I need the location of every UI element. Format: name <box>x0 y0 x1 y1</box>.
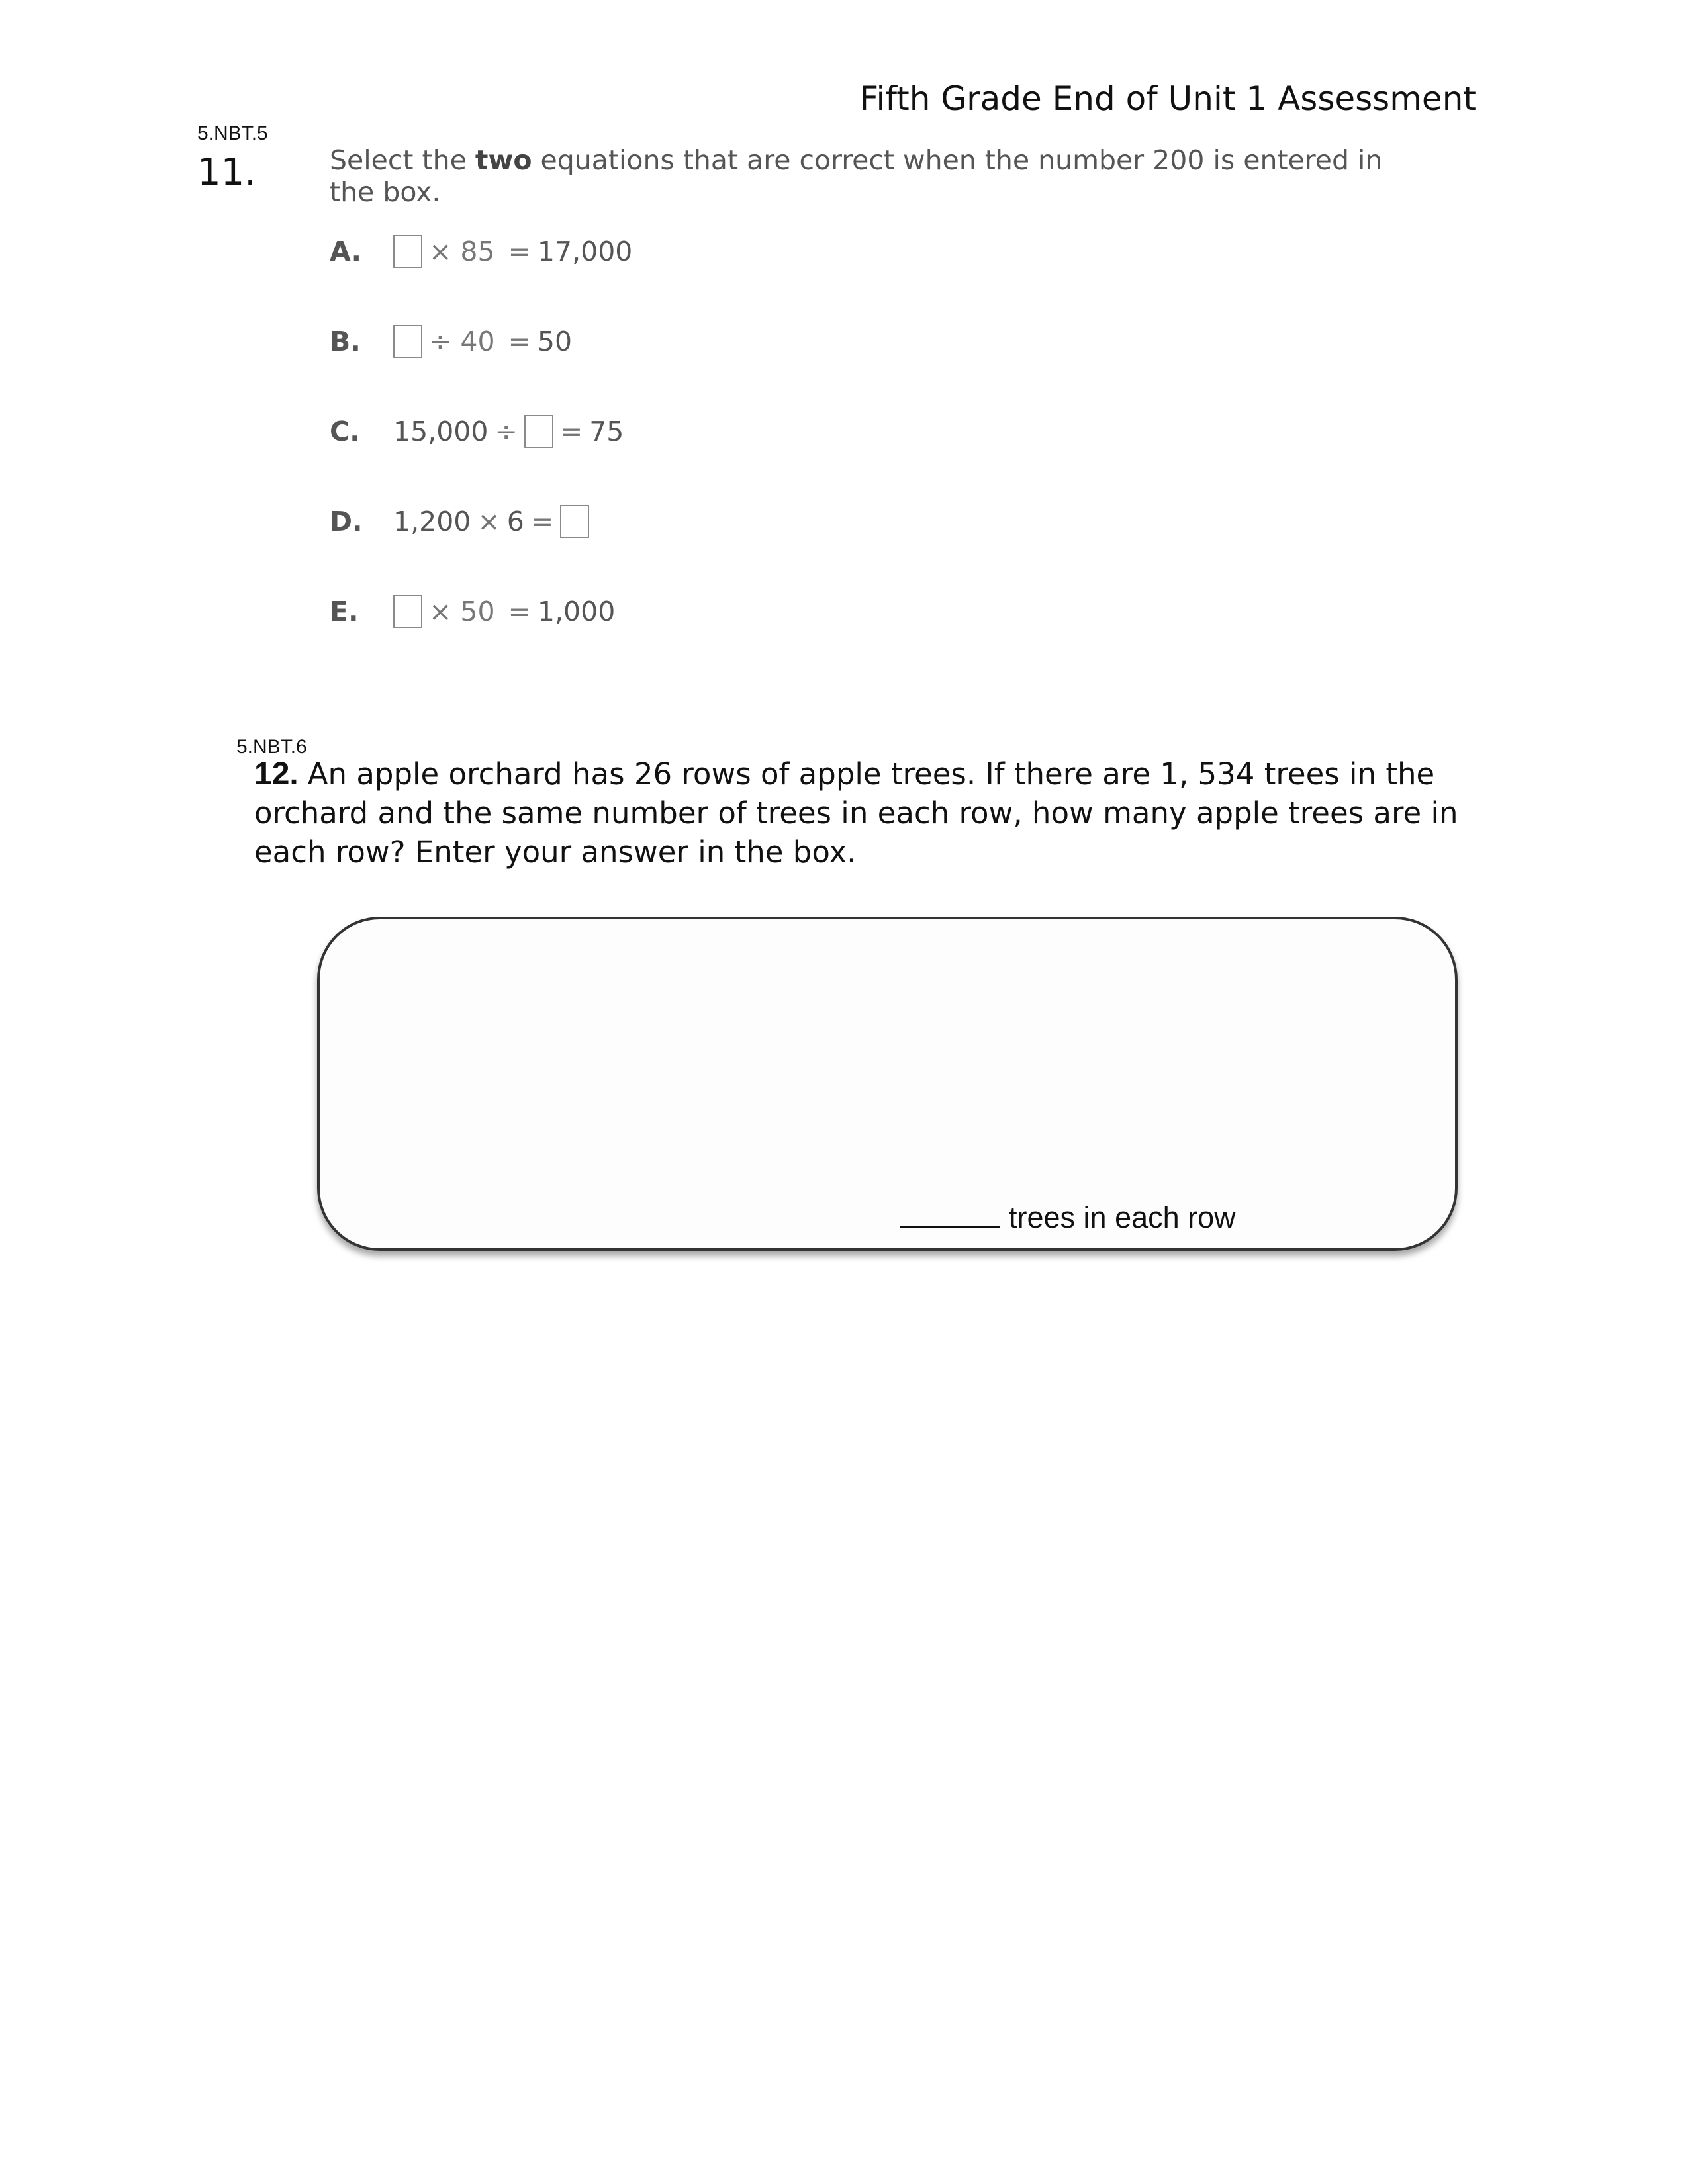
question-12-number: 12. <box>254 756 299 792</box>
result-value: 17,000 <box>537 236 633 267</box>
prompt-emphasis: two <box>475 144 532 176</box>
factor-value: 6 <box>506 506 524 537</box>
equals-sign: = <box>508 236 531 267</box>
question-12-prompt <box>254 754 1485 872</box>
prompt-text-end: equations that are correct when the number 200 is entered in the box. <box>330 144 1383 208</box>
answer-blank-box <box>524 415 553 448</box>
operator-sign: ÷ <box>494 416 518 447</box>
option-letter: E. <box>330 596 359 627</box>
question-11-number: 11. <box>197 151 257 194</box>
answer-blank-box <box>393 325 422 358</box>
equals-sign: = <box>508 326 531 357</box>
answer-blank-box <box>393 235 422 268</box>
answer-blank-box <box>393 595 422 628</box>
result-value: 1,000 <box>537 596 616 627</box>
answer-unit-label: trees in each row <box>1009 1201 1236 1234</box>
question-11-prompt <box>330 144 1415 208</box>
page-title: Fifth Grade End of Unit 1 Assessment <box>859 79 1476 118</box>
option-b[interactable] <box>330 322 572 361</box>
result-value: 75 <box>589 416 624 447</box>
answer-line <box>900 1197 1236 1235</box>
equals-sign: = <box>559 416 583 447</box>
question-12-text: An apple orchard has 26 rows of apple trees. If there are 1, 534 trees in the orchard and the same number of trees in each row, how many apple trees are in each row? Enter your answer in the box. <box>254 756 1458 870</box>
standard-code-q12: 5.NBT.6 <box>236 736 307 758</box>
operation-text: ÷ 40 <box>429 326 495 357</box>
option-letter: A. <box>330 236 362 267</box>
factor-value: 1,200 <box>393 506 471 537</box>
prompt-text-start: Select the <box>330 144 475 176</box>
option-d[interactable] <box>330 502 589 541</box>
option-letter: D. <box>330 506 363 537</box>
operation-text: × 50 <box>429 596 495 627</box>
equals-sign: = <box>508 596 531 627</box>
equals-sign: = <box>530 506 554 537</box>
operation-text: × 85 <box>429 236 495 267</box>
option-a[interactable] <box>330 232 632 271</box>
option-e[interactable] <box>330 592 615 631</box>
answer-entry-box[interactable] <box>317 917 1458 1251</box>
standard-code-q11: 5.NBT.5 <box>197 122 268 144</box>
answer-blank-line[interactable] <box>900 1197 1000 1228</box>
operator-sign: × <box>477 506 500 537</box>
option-c[interactable] <box>330 412 624 451</box>
answer-blank-box <box>560 505 589 538</box>
option-letter: B. <box>330 326 361 357</box>
option-letter: C. <box>330 416 360 447</box>
result-value: 50 <box>537 326 573 357</box>
dividend-value: 15,000 <box>393 416 489 447</box>
